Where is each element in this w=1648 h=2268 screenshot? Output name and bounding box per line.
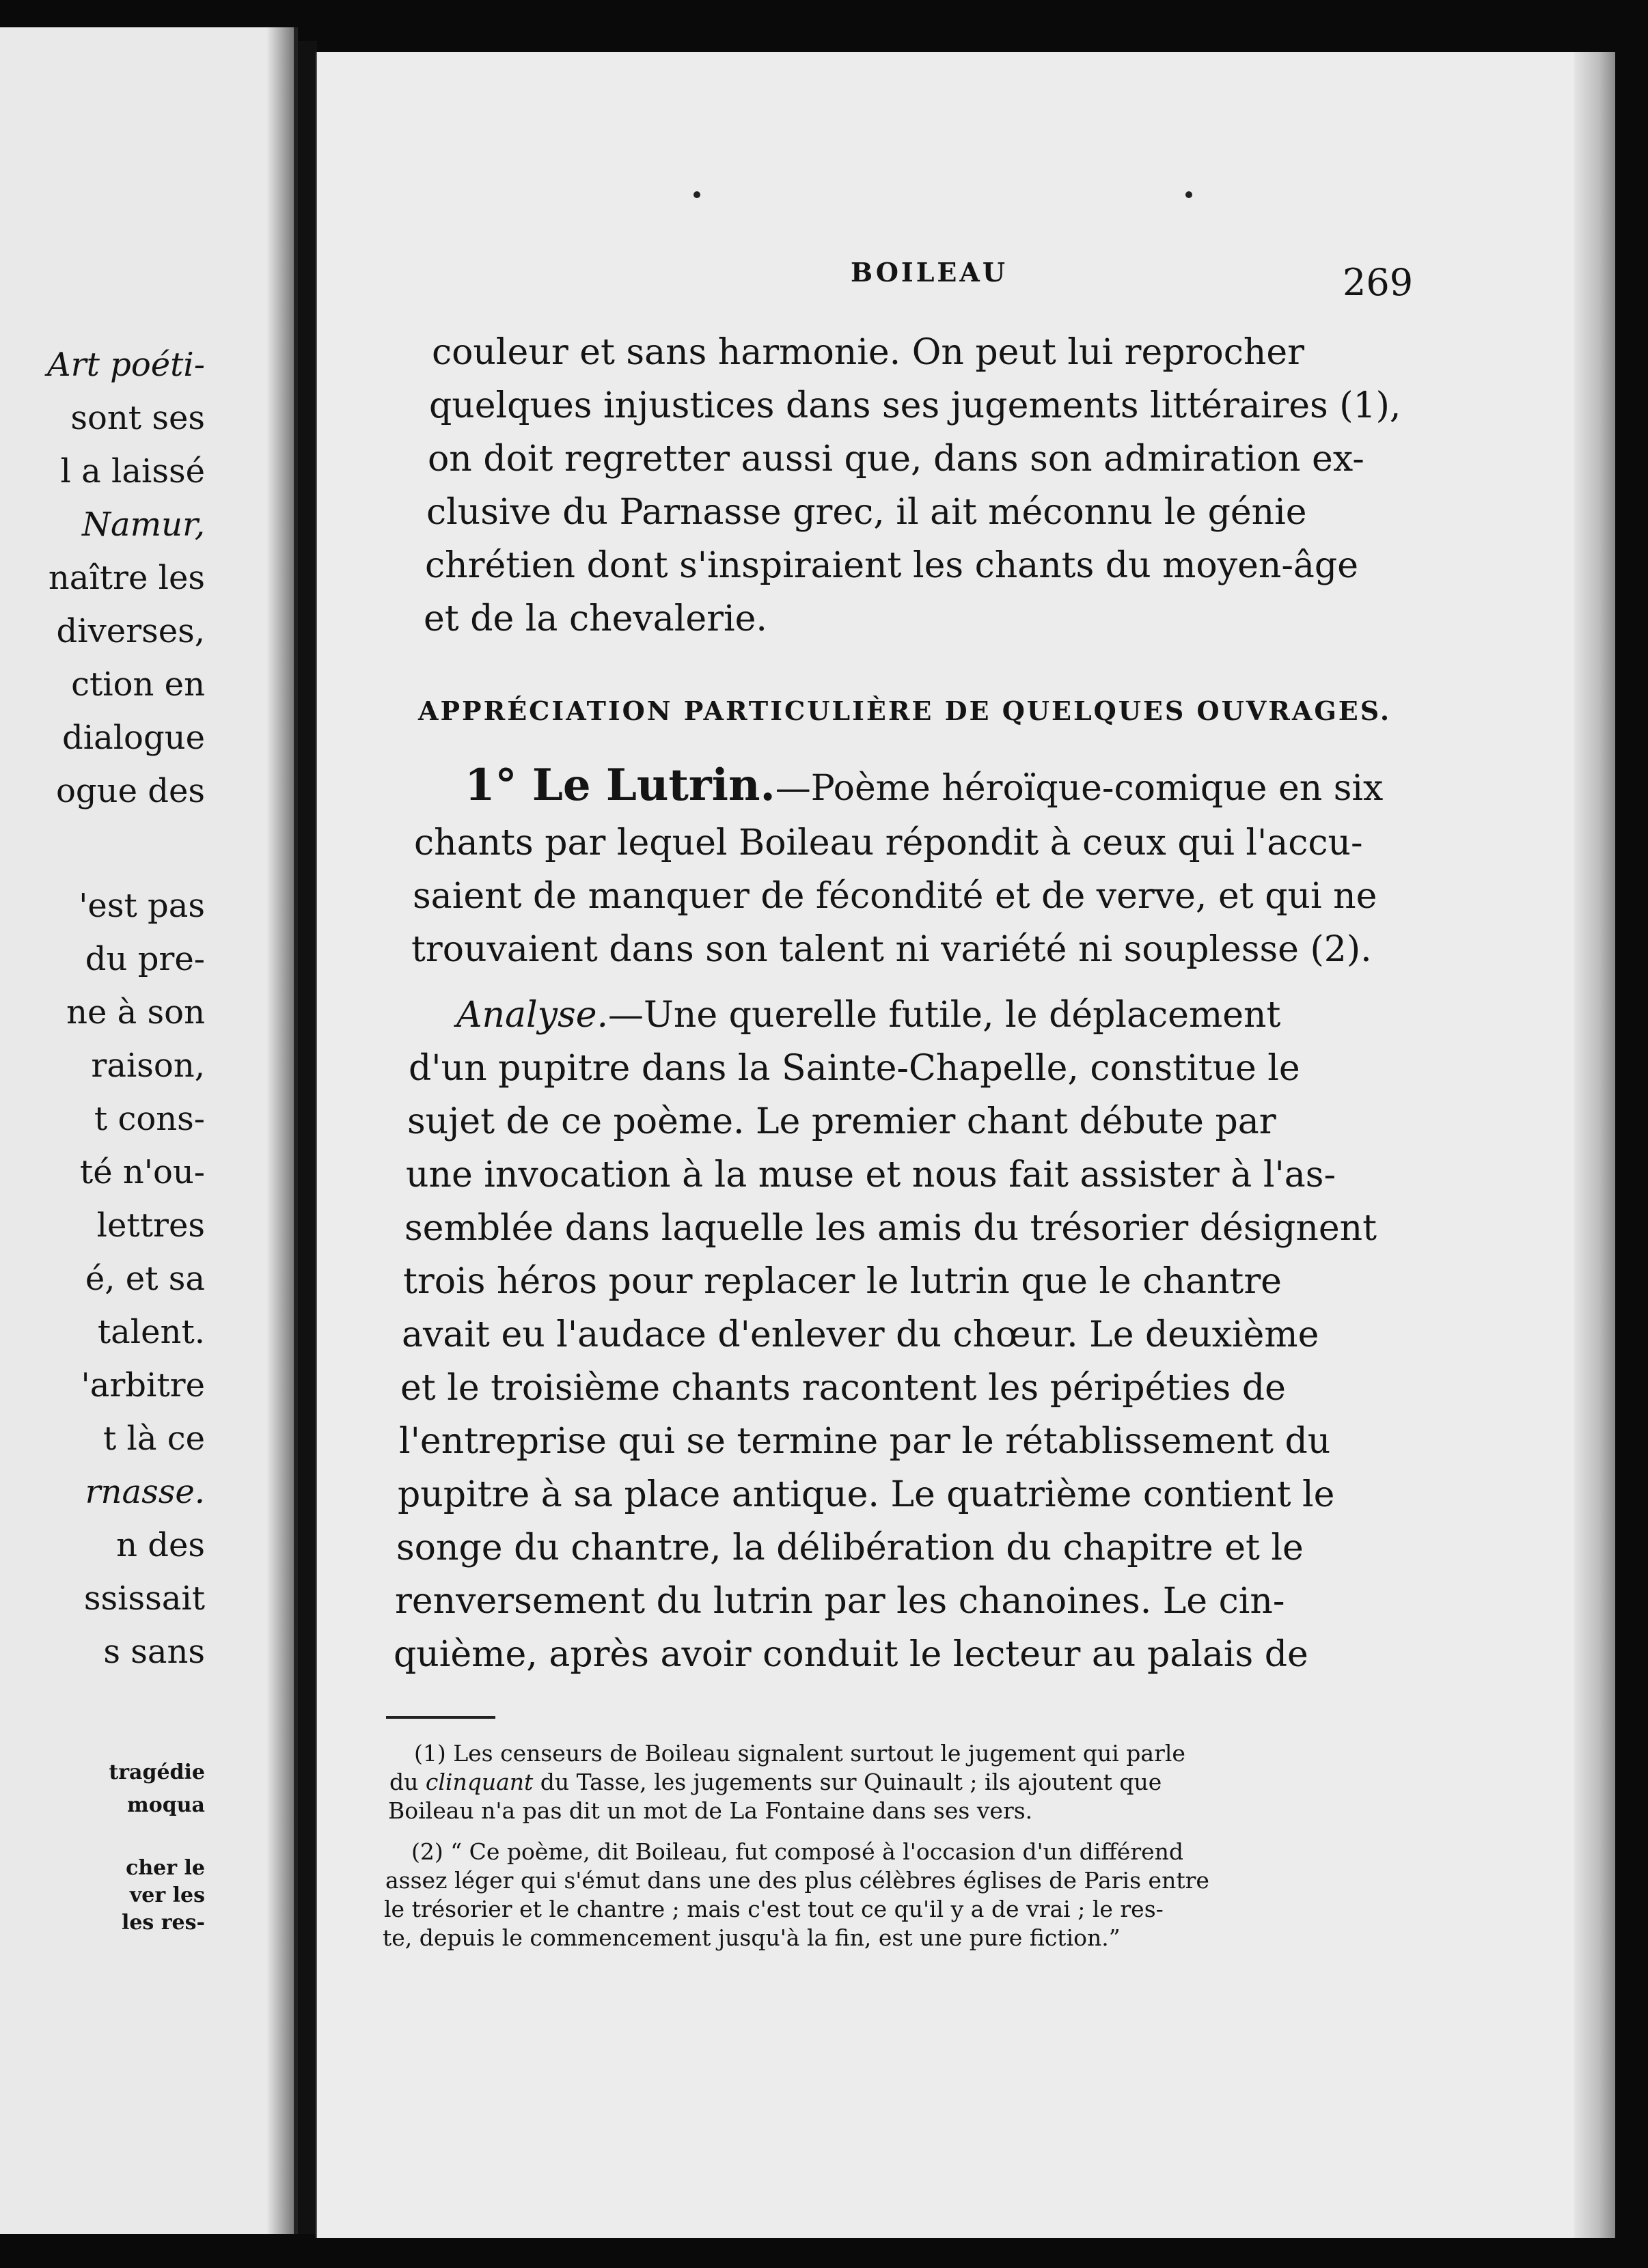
left-fragment: dialogue bbox=[62, 719, 205, 757]
footnote-line: (1) Les censeurs de Boileau signalent surtout le jugement qui parle bbox=[414, 1740, 1185, 1767]
footnote-rule bbox=[386, 1716, 495, 1719]
left-fragment: diverses, bbox=[56, 612, 205, 650]
text-line: pupitre à sa place antique. Le quatrième contient le bbox=[398, 1474, 1335, 1515]
left-footnote-fragment: moqua bbox=[127, 1793, 205, 1817]
text-line: et de la chevalerie. bbox=[424, 598, 767, 639]
left-fragment: lettres bbox=[96, 1206, 205, 1245]
left-fragment: ction en bbox=[71, 665, 205, 704]
footnote-line: assez léger qui s'émut dans une des plus célèbres églises de Paris entre bbox=[385, 1867, 1209, 1894]
text-line: on doit regretter aussi que, dans son admiration ex- bbox=[428, 439, 1364, 480]
page-number: 269 bbox=[1343, 261, 1414, 304]
left-fragment: t cons- bbox=[94, 1100, 205, 1138]
footnote-line: te, depuis le commencement jusqu'à la fin, est une pure fiction.” bbox=[383, 1924, 1121, 1951]
text-line: et le troisième chants racontent les péripéties de bbox=[400, 1368, 1286, 1409]
footnote-line: (2) “ Ce poème, dit Boileau, fut composé à l'occasion d'un différend bbox=[411, 1838, 1184, 1865]
left-fragment: Art poéti- bbox=[46, 346, 205, 384]
text-line: couleur et sans harmonie. On peut lui reprocher bbox=[432, 332, 1304, 373]
footnote-line: Boileau n'a pas dit un mot de La Fontaine dans ses vers. bbox=[388, 1797, 1033, 1824]
page-edge-shadow bbox=[1574, 52, 1615, 2238]
left-fragment: sont ses bbox=[70, 399, 205, 437]
left-fragment: 'arbitre bbox=[81, 1366, 205, 1405]
left-fragment: l a laissé bbox=[60, 452, 205, 490]
running-head: BOILEAU bbox=[851, 257, 1008, 288]
footnote-text: du bbox=[389, 1769, 426, 1795]
text-line: chants par lequel Boileau répondit à ceux qui l'accu- bbox=[414, 822, 1363, 863]
left-fragment: raison, bbox=[91, 1047, 205, 1085]
ink-dot bbox=[693, 191, 700, 198]
text-line: quième, après avoir conduit le lecteur au palais de bbox=[394, 1634, 1308, 1675]
left-footnote-fragment: tragédie bbox=[109, 1760, 205, 1784]
left-footnote-fragment: ver les bbox=[129, 1883, 205, 1907]
left-fragment: talent. bbox=[97, 1313, 205, 1351]
left-footnote-fragment: cher le bbox=[126, 1856, 205, 1880]
left-fragment: du pre- bbox=[85, 940, 205, 978]
text-line: renversement du lutrin par les chanoines. Le cin- bbox=[395, 1581, 1285, 1622]
text-line: chrétien dont s'inspiraient les chants du moyen-âge bbox=[425, 545, 1358, 586]
text-line: songe du chantre, la délibération du chapitre et le bbox=[396, 1527, 1304, 1568]
lutrin-first-line-rest: —Poème héroïque-comique en six bbox=[775, 768, 1384, 809]
left-fragment: s sans bbox=[103, 1633, 205, 1671]
lutrin-first-line bbox=[465, 760, 1384, 811]
text-line: trois héros pour replacer le lutrin que le chantre bbox=[403, 1261, 1282, 1302]
left-fragment: n des bbox=[116, 1526, 205, 1564]
text-line: une invocation à la muse et nous fait assister à l'as- bbox=[406, 1154, 1336, 1195]
left-fragment: 'est pas bbox=[79, 887, 205, 925]
footnote-line: le trésorier et le chantre ; mais c'est tout ce qu'il y a de vrai ; le res- bbox=[384, 1896, 1164, 1922]
analyse-first-line-rest: —Une querelle futile, le déplacement bbox=[608, 995, 1281, 1036]
left-fragment: ne à son bbox=[66, 993, 205, 1032]
footnote-italic-word: clinquant bbox=[425, 1769, 534, 1795]
section-heading: APPRÉCIATION PARTICULIÈRE DE QUELQUES OUVRAGES. bbox=[418, 695, 1392, 726]
text-line: trouvaient dans son talent ni variété ni souplesse (2). bbox=[411, 929, 1372, 970]
page-gutter-shadow bbox=[266, 27, 294, 2234]
text-line: clusive du Parnasse grec, il ait méconnu le génie bbox=[426, 492, 1307, 533]
left-fragment: ssissait bbox=[83, 1579, 205, 1618]
left-fragment: naître les bbox=[48, 559, 205, 597]
analyse-first-line bbox=[456, 995, 1281, 1036]
text-line: quelques injustices dans ses jugements littéraires (1), bbox=[429, 385, 1401, 426]
text-line: avait eu l'audace d'enlever du chœur. Le deuxième bbox=[402, 1314, 1319, 1355]
left-fragment: té n'ou- bbox=[79, 1153, 205, 1191]
footnote-text: du bbox=[533, 1769, 577, 1795]
ink-dot bbox=[1185, 191, 1192, 198]
left-fragment: ogue des bbox=[56, 772, 205, 810]
left-fragment: Namur, bbox=[82, 506, 205, 544]
left-fragment: é, et sa bbox=[85, 1260, 205, 1298]
footnote-text: Tasse, les jugements sur Quinault ; ils ajoutent que bbox=[576, 1769, 1162, 1795]
text-line: d'un pupitre dans la Sainte-Chapelle, constitue le bbox=[409, 1048, 1300, 1089]
text-line: semblée dans laquelle les amis du trésorier désignent bbox=[404, 1208, 1377, 1249]
text-line: sujet de ce poème. Le premier chant débute par bbox=[407, 1101, 1276, 1142]
left-footnote-fragment: les res- bbox=[121, 1911, 205, 1935]
left-fragment: t là ce bbox=[102, 1420, 205, 1458]
text-line: saient de manquer de fécondité et de verve, et qui ne bbox=[413, 876, 1377, 917]
book-spine bbox=[298, 41, 317, 2234]
section-title: 1° Le Lutrin. bbox=[465, 760, 775, 811]
text-line: l'entreprise qui se termine par le rétablissement du bbox=[399, 1421, 1331, 1462]
left-fragment: rnasse. bbox=[85, 1473, 205, 1511]
analyse-label: Analyse. bbox=[456, 995, 609, 1036]
left-facing-page bbox=[0, 27, 298, 2234]
footnote-line bbox=[389, 1771, 1162, 1793]
